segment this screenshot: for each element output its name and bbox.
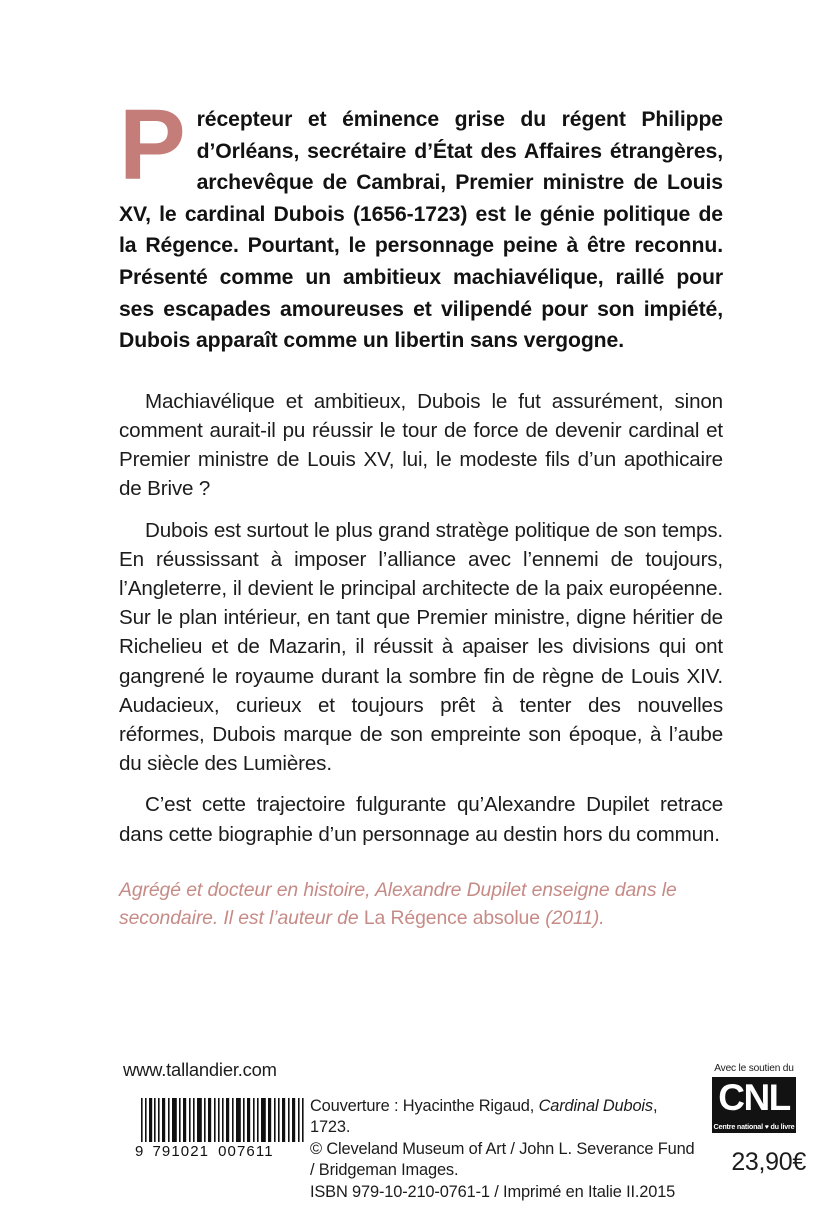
- credits-cover-suffix: , 1723.: [310, 1097, 658, 1137]
- lede-text: récepteur et éminence grise du régent Philippe d’Orléans, secrétaire d’État des Affaires étrangères, archevêque de Cambrai, Premier ministre de Louis XV, le cardinal Dubois (1656-1723) est le génie politique de la Régence. Pourtant, le personnage peine à être reconnu. Présenté comme un ambitieux machiavélique, raillé pour ses escapades amoureuses et vilipendé pour son impiété, Dubois apparaît comme un libertin sans vergogne.: [119, 108, 723, 353]
- cnl-logo-tagline: [712, 1122, 796, 1131]
- cnl-tagline-right: du livre: [770, 1122, 795, 1131]
- author-note-part2: (2011).: [539, 907, 605, 929]
- spacer-after-lede: [119, 357, 723, 387]
- cnl-logo-letters: CNL: [718, 1077, 790, 1118]
- credits-artwork-title: Cardinal Dubois: [538, 1097, 653, 1115]
- blurb-text-column: [119, 89, 723, 849]
- lede-paragraph: [119, 89, 723, 357]
- barcode-group-right: 007611: [218, 1143, 274, 1160]
- author-biography-note: [119, 876, 723, 932]
- spacer-2: [119, 778, 723, 790]
- cover-credits: [310, 1096, 700, 1203]
- heart-icon: ♥: [764, 1124, 769, 1131]
- body-paragraph-3: C’est cette trajectoire fulgurante qu’Alexandre Dupilet retrace dans cette biographie d’un personnage au destin hors du commun.: [119, 793, 723, 846]
- barcode-group-left: 791021: [152, 1143, 210, 1160]
- cnl-logo-icon: [712, 1077, 796, 1133]
- credits-line-agency: / Bridgeman Images.: [310, 1161, 459, 1180]
- cnl-support-block: [706, 1063, 802, 1133]
- credits-line-museum: © Cleveland Museum of Art / John L. Severance Fund: [310, 1139, 695, 1158]
- author-note-work-title: La Régence absolue: [363, 907, 540, 929]
- publisher-website[interactable]: www.tallandier.com: [123, 1059, 277, 1080]
- isbn-barcode: [135, 1098, 307, 1160]
- drop-cap-letter: P: [119, 89, 186, 201]
- price-label: 23,90€: [731, 1148, 806, 1176]
- author-note-part1: Agrégé et docteur en histoire, Alexandre Dupilet enseigne dans le secondaire. Il est l’auteur de: [119, 879, 677, 929]
- credits-line-isbn: ISBN 979-10-210-0761-1 / Imprimé en Italie II.2015: [310, 1182, 676, 1201]
- credits-line-cover: [310, 1096, 700, 1139]
- cnl-support-text: Avec le soutien du: [714, 1063, 794, 1074]
- barcode-lead-digit: 9: [135, 1143, 145, 1160]
- barcode-digits: [135, 1142, 307, 1160]
- credits-cover-prefix: Couverture : Hyacinthe Rigaud,: [310, 1097, 539, 1115]
- spacer-1: [119, 504, 723, 516]
- body-paragraph-1: Machiavélique et ambitieux, Dubois le fut assurément, sinon comment aurait-il pu réussir le tour de force de devenir cardinal et Premier ministre de Louis XV, lui, le modeste fils d’un apothicaire de Brive ?: [119, 389, 723, 501]
- cnl-tagline-left: Centre national: [713, 1122, 763, 1131]
- body-paragraph-2: Dubois est surtout le plus grand stratège politique de son temps. En réussissant à imposer l’alliance avec l’ennemi de toujours, l’Angleterre, il devient le principal architecte de la paix européenne. Sur le plan intérieur, en tant que Premier ministre, digne héritier de Richelieu et de Mazarin, il réussit à apaiser les divisions qui ont gangrené le royaume durant la sombre fin de règne de Louis XIV. Audacieux, curieux et toujours prêt à tenter des nouvelles réformes, Dubois marque de son empreinte son époque, à l’aube du siècle des Lumières.: [119, 518, 723, 776]
